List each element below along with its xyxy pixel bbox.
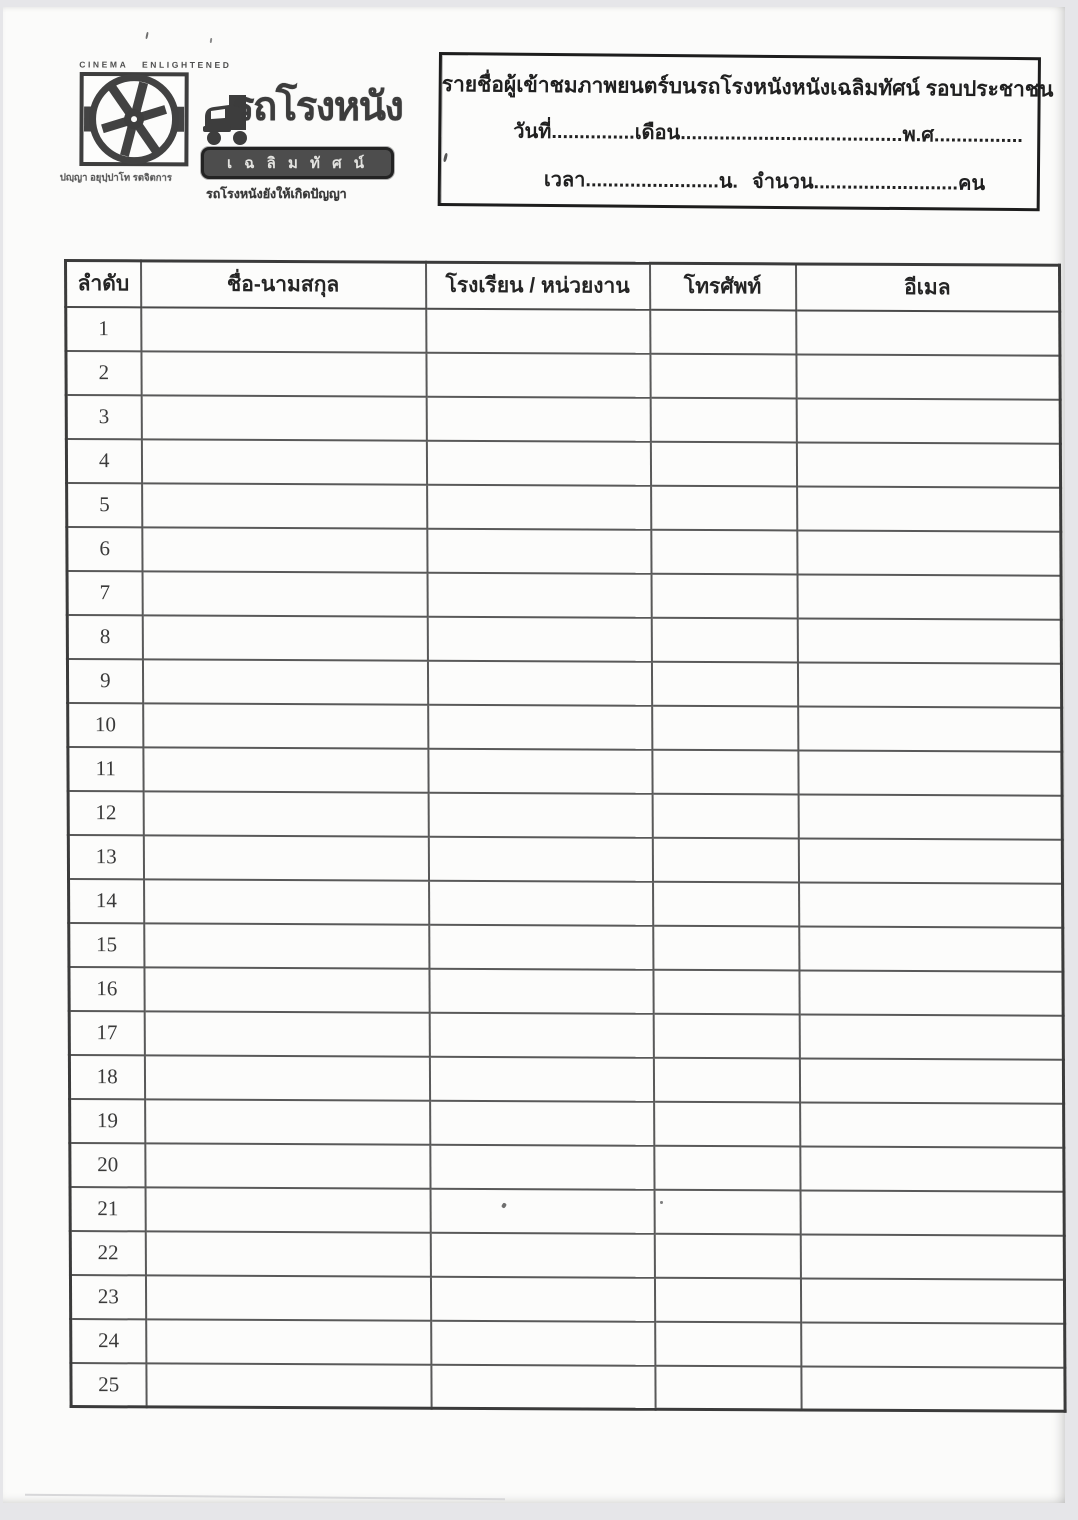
empty-phone-cell bbox=[653, 1057, 799, 1102]
empty-school-cell bbox=[428, 836, 652, 881]
row-number-cell: 2 bbox=[66, 351, 141, 395]
empty-school-cell bbox=[428, 792, 652, 837]
row-number-cell: 16 bbox=[69, 967, 144, 1011]
empty-email-cell bbox=[797, 574, 1061, 619]
empty-name-cell bbox=[145, 1275, 430, 1320]
empty-school-cell bbox=[429, 1056, 653, 1101]
empty-school-cell bbox=[429, 880, 653, 925]
empty-name-cell bbox=[145, 1187, 430, 1232]
row-number-cell: 17 bbox=[69, 1011, 144, 1055]
empty-email-cell bbox=[796, 354, 1060, 399]
row-number-cell: 10 bbox=[68, 703, 143, 747]
empty-school-cell bbox=[427, 660, 651, 705]
table-row bbox=[68, 703, 1062, 752]
empty-name-cell bbox=[144, 1011, 429, 1056]
empty-school-cell bbox=[431, 1364, 655, 1409]
row-number-cell: 25 bbox=[71, 1363, 146, 1407]
empty-school-cell bbox=[426, 396, 650, 441]
empty-email-cell bbox=[797, 486, 1061, 531]
column-header-name: ชื่อ-นามสกุล bbox=[141, 261, 426, 308]
empty-email-cell bbox=[797, 530, 1061, 575]
table-row bbox=[66, 307, 1060, 356]
empty-email-cell bbox=[800, 1146, 1064, 1191]
empty-email-cell bbox=[801, 1322, 1065, 1367]
empty-email-cell bbox=[797, 618, 1061, 663]
empty-phone-cell bbox=[654, 1145, 800, 1190]
empty-email-cell bbox=[797, 662, 1061, 707]
empty-phone-cell bbox=[653, 969, 799, 1014]
empty-name-cell bbox=[142, 483, 427, 528]
empty-email-cell bbox=[799, 926, 1063, 971]
table-row bbox=[71, 1363, 1065, 1412]
date-label: วันที่ bbox=[513, 120, 552, 143]
table-row bbox=[70, 1099, 1064, 1148]
year-label: พ.ศ bbox=[902, 124, 935, 147]
empty-name-cell bbox=[146, 1319, 431, 1364]
empty-phone-cell bbox=[653, 1013, 799, 1058]
empty-school-cell bbox=[426, 440, 650, 485]
row-number-cell: 6 bbox=[67, 527, 142, 571]
attendee-table bbox=[64, 259, 1067, 1413]
empty-name-cell bbox=[144, 879, 429, 924]
table-row bbox=[69, 1011, 1063, 1060]
empty-name-cell bbox=[142, 615, 427, 660]
empty-email-cell bbox=[798, 706, 1062, 751]
empty-name-cell bbox=[141, 395, 426, 440]
row-number-cell: 13 bbox=[68, 835, 143, 879]
cinema-enlightened-text: CINEMA ENLIGHTENED bbox=[79, 59, 232, 70]
brand-slogan: รถโรงหนังยังให้เกิดปัญญา bbox=[206, 187, 347, 201]
row-number-cell: 22 bbox=[70, 1231, 145, 1275]
month-label: เดือน bbox=[634, 121, 681, 145]
brand-title: รถโรงหนัง bbox=[233, 85, 403, 129]
empty-phone-cell bbox=[652, 705, 798, 750]
empty-name-cell bbox=[145, 1099, 430, 1144]
row-number-cell: 11 bbox=[68, 747, 143, 791]
row-number-cell: 5 bbox=[67, 483, 142, 527]
empty-school-cell bbox=[430, 1100, 654, 1145]
brand-subtitle: เ ฉ ลิ ม ทั ศ น์ bbox=[226, 155, 369, 172]
row-number-cell: 8 bbox=[67, 615, 142, 659]
empty-school-cell bbox=[426, 352, 650, 397]
empty-email-cell bbox=[799, 1058, 1063, 1103]
table-row bbox=[66, 395, 1060, 444]
time-blank: ........................ bbox=[585, 169, 719, 193]
empty-school-cell bbox=[427, 572, 651, 617]
empty-name-cell bbox=[141, 439, 426, 484]
page-edge-artifact bbox=[25, 1494, 505, 1501]
empty-name-cell bbox=[142, 527, 427, 572]
empty-phone-cell bbox=[653, 881, 799, 926]
empty-phone-cell bbox=[653, 925, 799, 970]
empty-phone-cell bbox=[651, 573, 797, 618]
empty-email-cell bbox=[800, 1102, 1064, 1147]
table-row bbox=[70, 1231, 1064, 1280]
row-number-cell: 9 bbox=[67, 659, 142, 703]
empty-phone-cell bbox=[654, 1277, 800, 1322]
empty-phone-cell bbox=[651, 529, 797, 574]
column-header-school: โรงเรียน / หน่วยงาน bbox=[426, 262, 650, 309]
empty-phone-cell bbox=[654, 1101, 800, 1146]
empty-school-cell bbox=[427, 484, 651, 529]
empty-name-cell bbox=[143, 747, 428, 792]
empty-email-cell bbox=[798, 794, 1062, 839]
table-row bbox=[68, 835, 1062, 884]
count-unit: คน bbox=[957, 172, 986, 195]
table-row bbox=[66, 351, 1060, 400]
scanned-form-page bbox=[3, 7, 1065, 1503]
empty-school-cell bbox=[426, 308, 650, 353]
empty-school-cell bbox=[427, 616, 651, 661]
empty-name-cell bbox=[141, 351, 426, 396]
row-number-cell: 7 bbox=[67, 571, 142, 615]
empty-school-cell bbox=[431, 1320, 655, 1365]
empty-phone-cell bbox=[652, 793, 798, 838]
table-row bbox=[69, 967, 1063, 1016]
year-blank: ................ bbox=[933, 124, 1023, 148]
empty-email-cell bbox=[796, 442, 1060, 487]
empty-phone-cell bbox=[650, 441, 796, 486]
table-row bbox=[67, 483, 1061, 532]
empty-phone-cell bbox=[652, 837, 798, 882]
empty-school-cell bbox=[429, 924, 653, 969]
empty-phone-cell bbox=[650, 353, 796, 398]
empty-school-cell bbox=[430, 1232, 654, 1277]
empty-school-cell bbox=[429, 1012, 653, 1057]
empty-phone-cell bbox=[652, 749, 798, 794]
empty-school-cell bbox=[428, 704, 652, 749]
empty-name-cell bbox=[146, 1363, 431, 1408]
table-row bbox=[69, 879, 1063, 928]
table-row bbox=[68, 791, 1062, 840]
empty-name-cell bbox=[143, 791, 428, 836]
empty-phone-cell bbox=[655, 1365, 801, 1410]
empty-name-cell bbox=[145, 1143, 430, 1188]
empty-school-cell bbox=[428, 748, 652, 793]
scan-speck bbox=[660, 1201, 663, 1204]
row-number-cell: 4 bbox=[66, 439, 141, 483]
empty-phone-cell bbox=[651, 485, 797, 530]
date-line bbox=[513, 115, 1037, 152]
time-line bbox=[544, 163, 1037, 199]
empty-email-cell bbox=[799, 882, 1063, 927]
table-row bbox=[70, 1143, 1064, 1192]
empty-name-cell bbox=[144, 967, 429, 1012]
scan-speck bbox=[145, 32, 148, 39]
table-row bbox=[66, 439, 1060, 488]
table-row bbox=[71, 1319, 1065, 1368]
row-number-cell: 14 bbox=[69, 879, 144, 923]
empty-email-cell bbox=[798, 750, 1062, 795]
row-number-cell: 3 bbox=[66, 395, 141, 439]
empty-name-cell bbox=[143, 835, 428, 880]
empty-name-cell bbox=[144, 923, 429, 968]
empty-email-cell bbox=[800, 1190, 1064, 1235]
scan-speck bbox=[210, 38, 213, 43]
row-number-cell: 24 bbox=[71, 1319, 146, 1363]
table-row bbox=[69, 1055, 1063, 1104]
empty-email-cell bbox=[800, 1278, 1064, 1323]
table-row bbox=[67, 659, 1061, 708]
empty-name-cell bbox=[144, 1055, 429, 1100]
row-number-cell: 21 bbox=[70, 1187, 145, 1231]
brand-badge bbox=[201, 147, 394, 179]
empty-phone-cell bbox=[650, 397, 796, 442]
table-row bbox=[67, 527, 1061, 576]
empty-name-cell bbox=[142, 571, 427, 616]
table-row bbox=[70, 1187, 1064, 1236]
empty-school-cell bbox=[429, 968, 653, 1013]
logo-pali-tagline: ปญฺญา อยุปฺปาโท รตจิตการ bbox=[59, 172, 172, 184]
count-blank: .......................... bbox=[813, 171, 959, 195]
film-reel-icon bbox=[79, 71, 189, 166]
empty-school-cell bbox=[430, 1276, 654, 1321]
row-number-cell: 20 bbox=[70, 1143, 145, 1187]
empty-name-cell bbox=[145, 1231, 430, 1276]
empty-email-cell bbox=[799, 1014, 1063, 1059]
column-header-email: อีเมล bbox=[795, 264, 1059, 311]
empty-name-cell bbox=[142, 659, 427, 704]
table-row bbox=[68, 747, 1062, 796]
empty-school-cell bbox=[430, 1144, 654, 1189]
table-row bbox=[67, 615, 1061, 664]
empty-email-cell bbox=[796, 310, 1060, 355]
form-title: รายชื่อผู้เข้าชมภาพยนตร์บนรถโรงหนังหนังเฉลิมทัศน์ รอบประชาชน bbox=[441, 73, 1054, 102]
empty-phone-cell bbox=[651, 617, 797, 662]
empty-phone-cell bbox=[650, 309, 796, 354]
row-number-cell: 12 bbox=[68, 791, 143, 835]
table-row bbox=[67, 571, 1061, 620]
empty-phone-cell bbox=[654, 1233, 800, 1278]
empty-phone-cell bbox=[655, 1321, 801, 1366]
time-label: เวลา bbox=[543, 168, 586, 192]
count-label: จำนวน bbox=[751, 170, 814, 194]
table-header-row bbox=[66, 261, 1060, 312]
empty-school-cell bbox=[427, 528, 651, 573]
row-number-cell: 23 bbox=[70, 1275, 145, 1319]
empty-email-cell bbox=[796, 398, 1060, 443]
empty-name-cell bbox=[143, 703, 428, 748]
empty-email-cell bbox=[801, 1366, 1065, 1411]
column-header-no: ลำดับ bbox=[66, 261, 141, 307]
row-number-cell: 15 bbox=[69, 923, 144, 967]
empty-name-cell bbox=[141, 307, 426, 352]
time-unit: น. bbox=[718, 170, 739, 193]
empty-phone-cell bbox=[651, 661, 797, 706]
table-row bbox=[69, 923, 1063, 972]
table-row bbox=[70, 1275, 1064, 1324]
form-header-box bbox=[438, 52, 1054, 211]
date-blank: ............... bbox=[551, 120, 635, 144]
row-number-cell: 19 bbox=[70, 1099, 145, 1143]
row-number-cell: 1 bbox=[66, 307, 141, 351]
empty-email-cell bbox=[800, 1234, 1064, 1279]
row-number-cell: 18 bbox=[69, 1055, 144, 1099]
empty-email-cell bbox=[799, 970, 1063, 1015]
column-header-phone: โทรศัพท์ bbox=[650, 263, 796, 310]
month-blank: ........................................ bbox=[680, 122, 903, 147]
empty-email-cell bbox=[798, 838, 1062, 883]
empty-phone-cell bbox=[654, 1189, 800, 1234]
empty-school-cell bbox=[430, 1188, 654, 1233]
